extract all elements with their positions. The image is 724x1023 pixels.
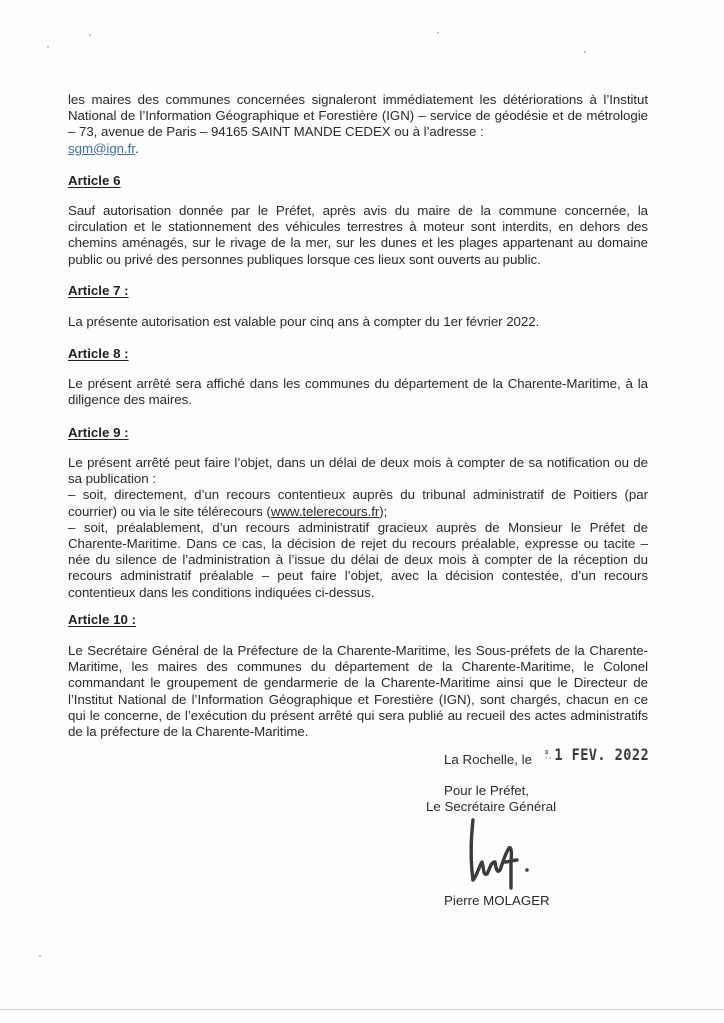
article-6-heading: Article 6 (68, 173, 121, 188)
article-9-line-2: – soit, directement, d’un recours contentieux auprès du tribunal administratif de Poitiers (par courrier) ou via le site télérecours (www.telerecours.fr); (68, 487, 648, 519)
article-8-text: Le présent arrêté sera affiché dans les communes du département de la Charente-Maritime, à la diligence des maires. (68, 376, 648, 408)
scan-speck (437, 32, 439, 34)
email-link-sgm-ign[interactable]: sgm@ign.fr (68, 140, 135, 156)
role-label: Le Secrétaire Général (426, 799, 557, 814)
article-9-line-3: – soit, préalablement, d’un recours administratif gracieux auprès de Monsieur le Préfet de Charente-Maritime. Dans ce cas, la décision de rejet du recours préalable, expresse ou tacite – née du silence de l’administration à l’issue du délai de deux mois à compter de la réception du recours administratif préalable – peut faire l’objet, avec la décision contestée, d’un recours contentieux dans les conditions indiquées ci-dessus. (68, 519, 648, 600)
article-9-text (68, 455, 648, 601)
scan-speck (89, 34, 91, 36)
article-9-line-1: Le présent arrêté peut faire l’objet, dans un délai de deux mois à compter de sa notification ou de sa publication : (68, 455, 648, 487)
intro-paragraph: les maires des communes concernées signaleront immédiatement les détériorations à l’Institut National de l’Information Géographique et Forestière (IGN) – service de géodésie et de métrologie – 73, avenue de Paris – 94165 SAINT MANDE CEDEX ou à l’adresse : sgm@ign.fr. (68, 92, 648, 156)
date-stamp: ≡ ·· 1 FEV. 2022 (545, 745, 650, 764)
stamp-marks: ≡ ·· (545, 748, 552, 762)
scan-speck (584, 51, 586, 53)
on-behalf-label: Pour le Préfet, (444, 783, 529, 798)
article-7-text: La présente autorisation est valable pour cinq ans à compter du 1er février 2022. (68, 314, 540, 329)
signer-name: Pierre MOLAGER (444, 893, 550, 908)
article-7-heading: Article 7 : (68, 283, 129, 298)
page-bottom-edge (0, 1009, 724, 1010)
article-6-text: Sauf autorisation donnée par le Préfet, après avis du maire de la commune concernée, la circulation et le stationnement des véhicules terrestres à moteur sont interdits, en dehors des chemins aménagés, sur le rivage de la mer, sur les dunes et les plages appartenant au domaine public ou privé des personnes publiques lorsque ces lieux sont ouverts au public. (68, 203, 648, 267)
article-8-heading: Article 8 : (68, 346, 129, 361)
scan-speck (47, 46, 49, 48)
article-10-heading: Article 10 : (68, 612, 136, 627)
scan-speck (39, 955, 41, 957)
telerecours-link[interactable]: www.telerecours.fr (270, 503, 380, 519)
place-label: La Rochelle, le (444, 752, 532, 767)
handwritten-signature (465, 818, 535, 890)
article-10-text: Le Secrétaire Général de la Préfecture de la Charente-Maritime, les Sous-préfets de la Charente-Maritime, les maires des communes du département de la Charente-Maritime, le Colonel commandant le groupement de gendarmerie de la Charente-Maritime ainsi que le Directeur de l’Institut National de l’Information Géographique et Forestière (IGN), sont chargés, chacun en ce qui le concerne, de l’exécution du présent arrêté qui sera publié au recueil des actes administratifs de la préfecture de la Charente-Maritime. (68, 643, 648, 740)
article-9-heading: Article 9 : (68, 425, 129, 440)
